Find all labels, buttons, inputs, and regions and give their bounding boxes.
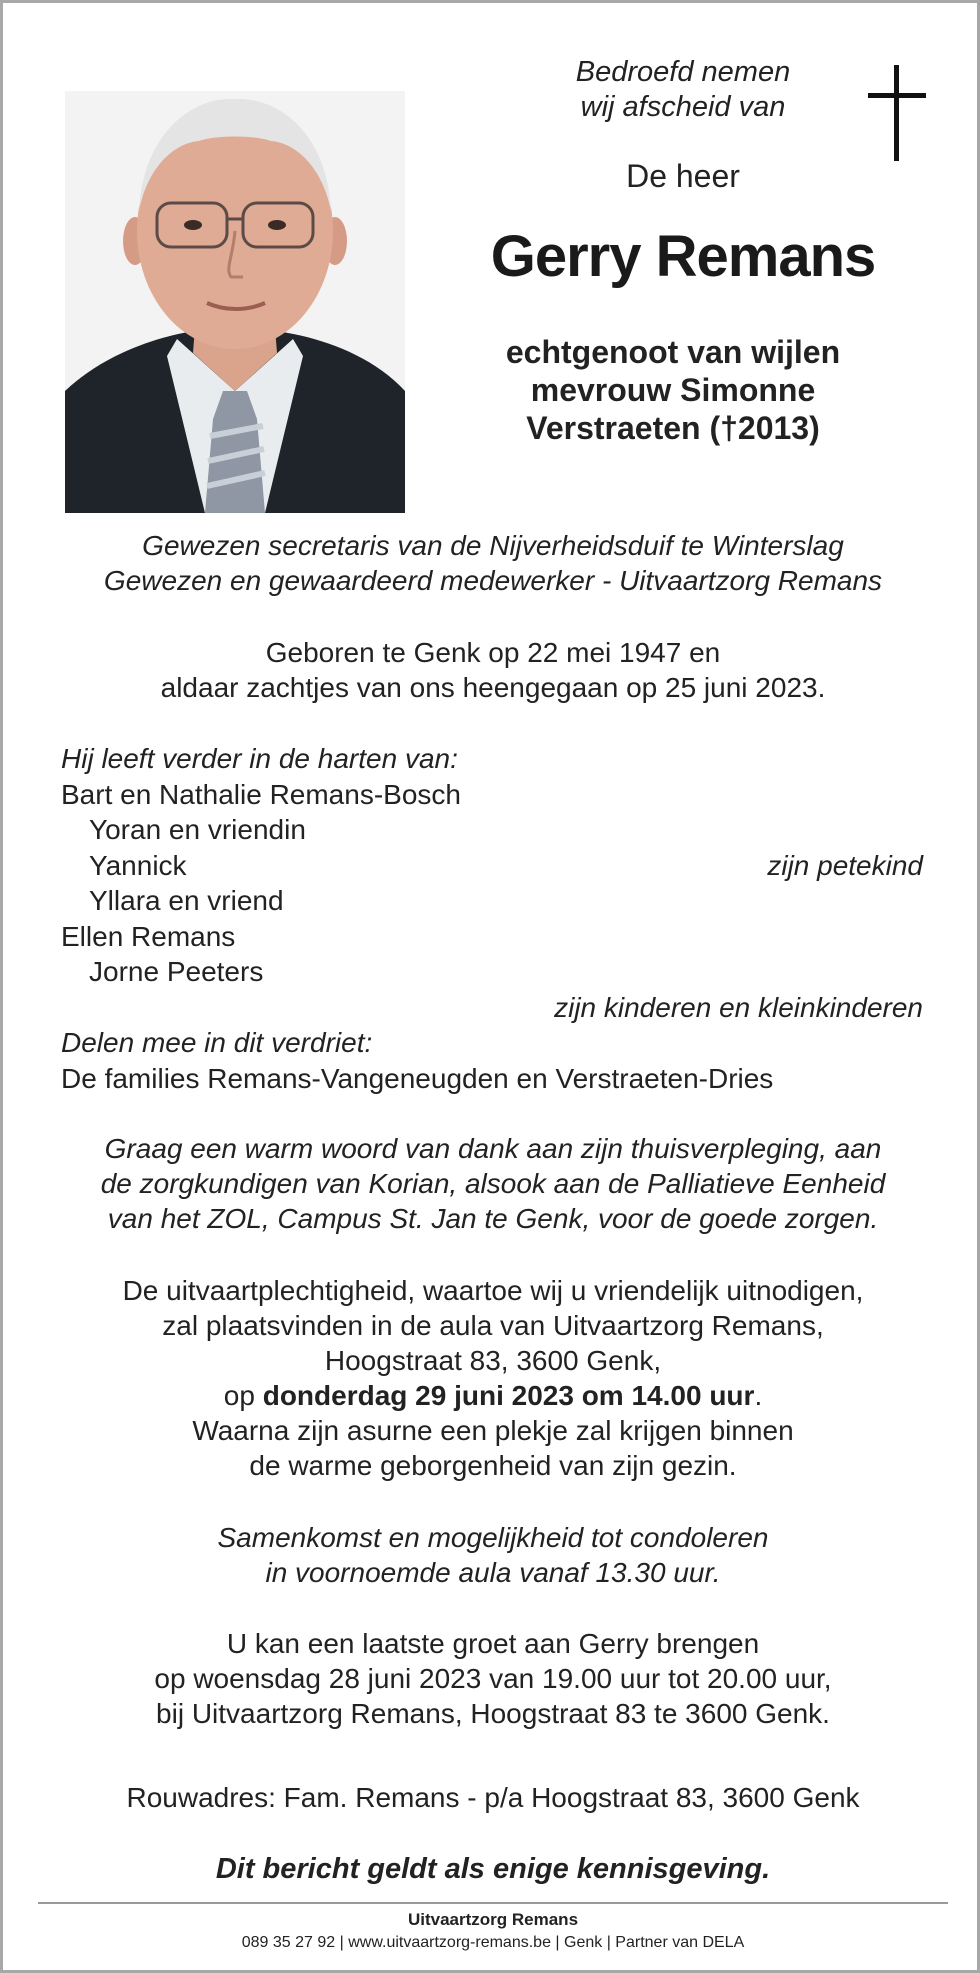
notice-text: Dit bericht geldt als enige kennisgeving.	[215, 1853, 771, 1885]
family-member	[61, 848, 923, 884]
intro-line: wij afscheid van	[580, 91, 786, 123]
family-block	[61, 741, 923, 1096]
role-line: Gewezen en gewaardeerd medewerker - Uitvaartzorg Remans	[103, 565, 883, 596]
roles-block	[33, 528, 953, 598]
ceremony-line: zal plaatsvinden in de aula van Uitvaartzorg Remans,	[162, 1310, 824, 1341]
birth-line: Geboren te Genk op 22 mei 1947 en	[265, 637, 721, 668]
member-name: Yoran en vriendin	[89, 814, 306, 845]
footer-company: Uitvaartzorg Remans	[407, 1910, 579, 1929]
family-member	[61, 919, 923, 955]
member-note: zijn petekind	[767, 849, 923, 881]
mourning-address: Rouwadres: Fam. Remans - p/a Hoogstraat 83, 3600 Genk	[126, 1782, 860, 1813]
cross-icon	[868, 65, 926, 161]
thanks-block	[33, 1131, 953, 1236]
condolence-line: in voornoemde aula vanaf 13.30 uur.	[265, 1557, 721, 1588]
member-name: Jorne Peeters	[89, 956, 264, 987]
deceased-name: Gerry Remans	[490, 224, 876, 289]
visit-line: U kan een laatste groet aan Gerry brengen	[226, 1628, 760, 1659]
intro-text	[523, 55, 843, 125]
intro-line: Bedroefd nemen	[575, 56, 791, 88]
ceremony-line: De uitvaartplechtigheid, waartoe wij u vriendelijk uitnodigen,	[122, 1275, 864, 1306]
family-member	[61, 883, 923, 919]
date-suffix: .	[754, 1380, 763, 1411]
member-name: Bart en Nathalie Remans-Bosch	[61, 778, 461, 810]
role-line: Gewezen secretaris van de Nijverheidsduif te Winterslag	[142, 530, 844, 561]
ceremony-line: Hoogstraat 83, 3600 Genk,	[324, 1345, 662, 1376]
spouse-line: mevrouw Simonne	[530, 372, 816, 408]
share-text: De families Remans-Vangeneugden en Verstraeten-Dries	[61, 1062, 774, 1094]
birth-line: aldaar zachtjes van ons heengegaan op 25 juni 2023.	[160, 672, 826, 703]
birth-block	[33, 635, 953, 705]
ceremony-block	[33, 1273, 953, 1483]
ceremony-line: Waarna zijn asurne een plekje zal krijgen binnen	[192, 1415, 794, 1446]
ceremony-date: donderdag 29 juni 2023 om 14.00 uur	[262, 1380, 755, 1411]
member-name: Ellen Remans	[61, 920, 236, 952]
family-heading: Hij leeft verder in de harten van:	[61, 743, 458, 774]
member-name: Yllara en vriend	[89, 885, 284, 916]
thanks-line: Graag een warm woord van dank aan zijn thuisverpleging, aan	[104, 1133, 882, 1164]
portrait-illustration	[65, 91, 405, 513]
spouse-line: echtgenoot van wijlen	[505, 334, 841, 370]
visit-line: bij Uitvaartzorg Remans, Hoogstraat 83 te 3600 Genk.	[156, 1698, 830, 1729]
family-member	[61, 812, 923, 848]
ceremony-line: de warme geborgenheid van zijn gezin.	[249, 1450, 737, 1481]
condolence-block	[33, 1520, 953, 1590]
footer-contact: 089 35 27 92 | www.uitvaartzorg-remans.be | Genk | Partner van DELA	[241, 1934, 745, 1951]
spouse-line: Verstraeten (†2013)	[526, 410, 820, 446]
share-heading: Delen mee in dit verdriet:	[61, 1027, 373, 1058]
family-member	[61, 954, 923, 990]
family-member	[61, 777, 923, 813]
date-prefix: op	[223, 1380, 255, 1411]
honorific: De heer	[626, 158, 740, 194]
spouse-info	[443, 333, 903, 447]
family-relation-row	[61, 990, 923, 1026]
family-relation: zijn kinderen en kleinkinderen	[554, 991, 923, 1023]
visit-block	[33, 1626, 953, 1731]
portrait-photo	[65, 91, 405, 513]
condolence-line: Samenkomst en mogelijkheid tot condoleren	[217, 1522, 769, 1553]
thanks-line: de zorgkundigen van Korian, alsook aan de Palliatieve Eenheid	[100, 1168, 886, 1199]
ceremony-date-line	[33, 1378, 953, 1413]
thanks-line: van het ZOL, Campus St. Jan te Genk, voor de goede zorgen.	[107, 1203, 879, 1234]
footer-divider	[38, 1902, 948, 1904]
visit-line: op woensdag 28 juni 2023 van 19.00 uur tot 20.00 uur,	[154, 1663, 832, 1694]
member-name: Yannick	[89, 849, 187, 881]
